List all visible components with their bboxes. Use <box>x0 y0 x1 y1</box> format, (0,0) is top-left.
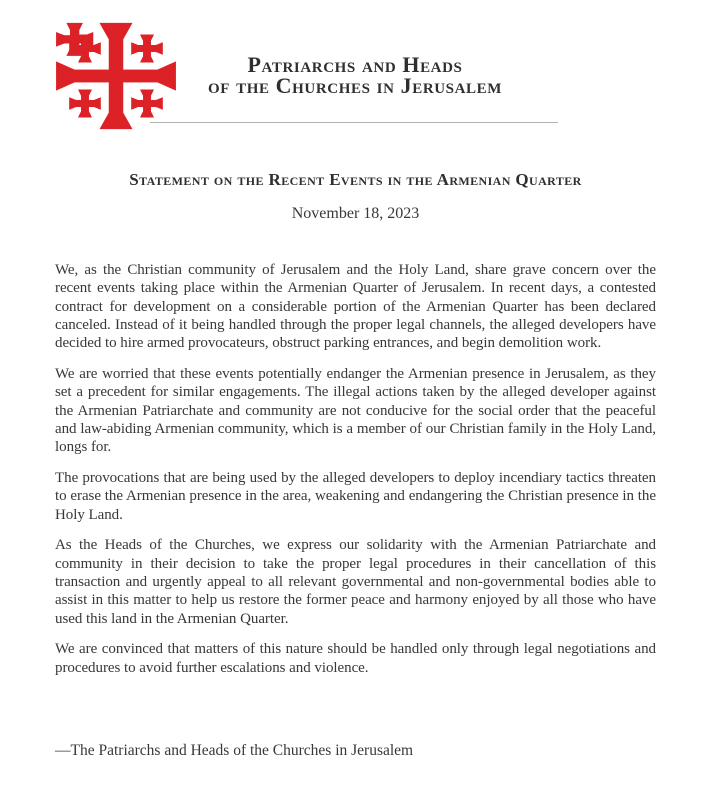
organization-name-line1: Patriarchs and Heads <box>247 52 463 77</box>
paragraph-5: We are convinced that matters of this nature should be handled only through legal negotiations and procedures to avoid further escalations and violence. <box>55 641 656 676</box>
jerusalem-cross-icon <box>54 21 178 131</box>
paragraph-1: We, as the Christian community of Jerusalem and the Holy Land, share grave concern over the recent events taking place within the Armenian Quarter of Jerusalem. In recent days, a contested contract for development on a considerable portion of the Armenian Quarter has been declared canceled. Instead of it being handled through the proper legal channels, the alleged developers have decided to hire armed provocateurs, obstruct parking entrances, and begin demolition work. <box>55 262 656 352</box>
paragraph-4: As the Heads of the Churches, we express our solidarity with the Armenian Patriarchate and community in their decision to take the proper legal procedures in their cancellation of this transaction and urgently appeal to all relevant governmental and non-governmental bodies able to assist in this matter to help us restore the former peace and harmony enjoyed by all those who have used this land in the Armenian Quarter. <box>55 537 656 627</box>
organization-name-line2: of the Churches in Jerusalem <box>207 73 503 98</box>
statement-title: Statement on the Recent Events in the Armenian Quarter <box>129 170 582 189</box>
organization-name <box>175 54 535 96</box>
paragraph-3: The provocations that are being used by the alleged developers to deploy incendiary tactics threaten to erase the Armenian presence in the area, weakening and endangering the Christian presence in the Holy Land. <box>55 469 656 523</box>
statement-date: November 18, 2023 <box>291 205 420 222</box>
paragraph-2: We are worried that these events potentially endanger the Armenian presence in Jerusalem, as they set a precedent for similar engagements. The illegal actions taken by the alleged developer against the Armenian Patriarchate and community are not conducive for the social order that the peaceful and law-abiding Armenian community, which is a member of our Christian family in the Holy Land, longs for. <box>55 365 656 456</box>
signature-line: —The Patriarchs and Heads of the Churches in Jerusalem <box>55 741 414 759</box>
header-divider <box>150 122 558 123</box>
statement-body <box>55 170 656 760</box>
